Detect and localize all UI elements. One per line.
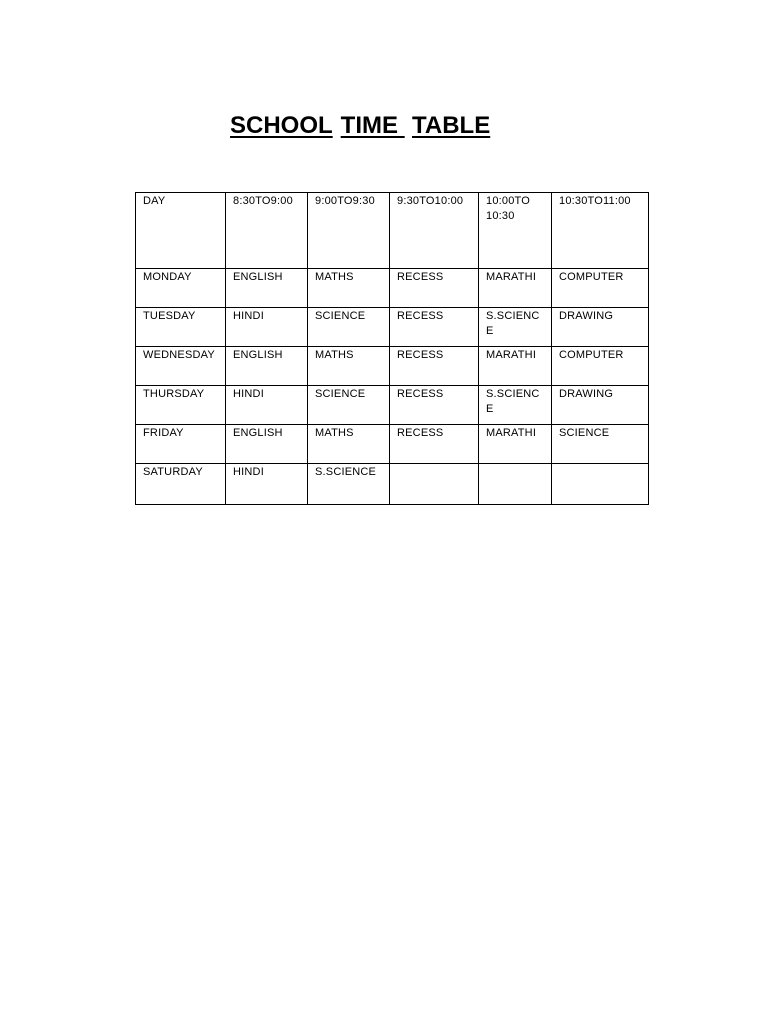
period-cell: MARATHI bbox=[479, 425, 552, 464]
period-cell: MARATHI bbox=[479, 269, 552, 308]
day-cell: TUESDAY bbox=[136, 308, 226, 347]
period-cell: ENGLISH bbox=[226, 269, 308, 308]
period-cell: COMPUTER bbox=[552, 269, 649, 308]
title-word-school: SCHOOL bbox=[230, 112, 333, 139]
period-cell: S.SCIENCE bbox=[479, 308, 552, 347]
title-word-table: TABLE bbox=[412, 112, 491, 139]
title-word-time: TIME bbox=[340, 112, 398, 139]
period-cell: DRAWING bbox=[552, 386, 649, 425]
period-cell: RECESS bbox=[390, 386, 479, 425]
header-cell-period-5: 10:30TO11:00 bbox=[552, 193, 649, 269]
title-space bbox=[404, 111, 412, 141]
header-cell-day: DAY bbox=[136, 193, 226, 269]
period-cell bbox=[479, 464, 552, 505]
period-cell: MATHS bbox=[308, 269, 390, 308]
period-cell: SCIENCE bbox=[308, 386, 390, 425]
period-cell: S.SCIENCE bbox=[308, 464, 390, 505]
header-cell-period-4: 10:00TO 10:30 bbox=[479, 193, 552, 269]
period-cell: MATHS bbox=[308, 347, 390, 386]
table-row bbox=[136, 464, 649, 505]
period-cell: RECESS bbox=[390, 308, 479, 347]
table-row bbox=[136, 425, 649, 464]
period-cell: SCIENCE bbox=[552, 425, 649, 464]
period-cell bbox=[552, 464, 649, 505]
period-cell: RECESS bbox=[390, 425, 479, 464]
period-cell: RECESS bbox=[390, 269, 479, 308]
day-cell: THURSDAY bbox=[136, 386, 226, 425]
period-cell: ENGLISH bbox=[226, 347, 308, 386]
period-cell: COMPUTER bbox=[552, 347, 649, 386]
timetable bbox=[135, 192, 649, 505]
day-cell: MONDAY bbox=[136, 269, 226, 308]
table-row bbox=[136, 386, 649, 425]
period-cell: MATHS bbox=[308, 425, 390, 464]
table-row bbox=[136, 347, 649, 386]
header-row bbox=[136, 193, 649, 269]
period-cell: S.SCIENCE bbox=[479, 386, 552, 425]
period-cell: HINDI bbox=[226, 464, 308, 505]
period-cell: SCIENCE bbox=[308, 308, 390, 347]
table-row bbox=[136, 269, 649, 308]
day-cell: FRIDAY bbox=[136, 425, 226, 464]
period-cell: HINDI bbox=[226, 308, 308, 347]
day-cell: WEDNESDAY bbox=[136, 347, 226, 386]
period-cell bbox=[390, 464, 479, 505]
header-cell-period-3: 9:30TO10:00 bbox=[390, 193, 479, 269]
title-space bbox=[333, 111, 341, 141]
period-cell: MARATHI bbox=[479, 347, 552, 386]
day-cell: SATURDAY bbox=[136, 464, 226, 505]
period-cell: ENGLISH bbox=[226, 425, 308, 464]
header-cell-period-1: 8:30TO9:00 bbox=[226, 193, 308, 269]
table-row bbox=[136, 308, 649, 347]
period-cell: DRAWING bbox=[552, 308, 649, 347]
period-cell: HINDI bbox=[226, 386, 308, 425]
header-cell-period-2: 9:00TO9:30 bbox=[308, 193, 390, 269]
period-cell: RECESS bbox=[390, 347, 479, 386]
page-title bbox=[230, 111, 490, 141]
